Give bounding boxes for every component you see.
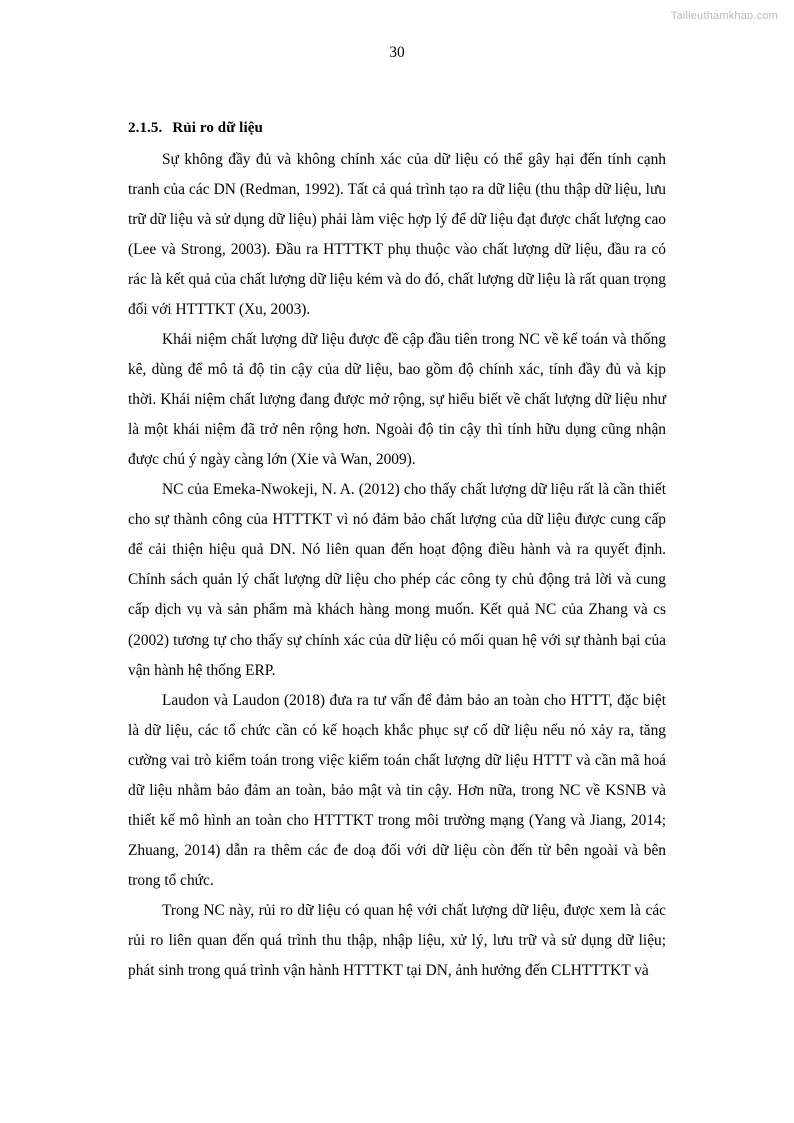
section-heading xyxy=(128,120,666,137)
section-title: Rủi ro dữ liệu xyxy=(172,120,263,136)
paragraph: Khái niệm chất lượng dữ liệu được đề cập đầu tiên trong NC về kế toán và thống kê, dùng để mô tả độ tin cậy của dữ liệu, bao gồm độ chính xác, tính đầy đủ và kịp thời. Khái niệm chất lượng đang được mở rộng, sự hiểu biết về chất lượng dữ liệu như là một khái niệm đã trở nên rộng hơn. Ngoài độ tin cậy thì tính hữu dụng cũng nhận được chú ý ngày càng lớn (Xie và Wan, 2009). xyxy=(128,331,666,469)
paragraph: NC của Emeka-Nwokeji, N. A. (2012) cho thấy chất lượng dữ liệu rất là cần thiết cho sự thành công của HTTTKT vì nó đảm bảo chất lượng của dữ liệu được cung cấp để cải thiện hiệu quả DN. Nó liên quan đến hoạt động điều hành và ra quyết định. Chính sách quản lý chất lượng dữ liệu cho phép các công ty chủ động trả lời và cung cấp dịch vụ và sản phẩm mà khách hàng mong muốn. Kết quả NC của Zhang và cs (2002) tương tự cho thấy sự chính xác của dữ liệu có mối quan hệ với sự thành bại của vận hành hệ thống ERP. xyxy=(128,481,666,679)
paragraph: Laudon và Laudon (2018) đưa ra tư vấn để đảm bảo an toàn cho HTTT, đặc biệt là dữ liệu, các tổ chức cần có kế hoạch khắc phục sự cố dữ liệu nếu nó xảy ra, tăng cường vai trò kiểm toán trong việc kiểm toán chất lượng dữ liệu HTTT và cần mã hoá dữ liệu nhằm bảo đảm an toàn, bảo mật và tin cậy. Hơn nữa, trong NC về KSNB và thiết kế mô hình an toàn cho HTTTKT trong môi trường mạng (Yang và Jiang, 2014; Zhuang, 2014) dẫn ra thêm các đe doạ đối với dữ liệu còn đến từ bên ngoài và bên trong tổ chức. xyxy=(128,691,666,889)
site-watermark: Tailieuthamkhao.com xyxy=(670,10,778,22)
paragraph: Trong NC này, rủi ro dữ liệu có quan hệ với chất lượng dữ liệu, được xem là các rủi ro liên quan đến quá trình thu thập, nhập liệu, xử lý, lưu trữ và sử dụng dữ liệu; phát sinh trong quá trình vận hành HTTTKT tại DN, ảnh hưởng đến CLHTTTKT và xyxy=(128,901,666,979)
paragraph: Sự không đầy đủ và không chính xác của dữ liệu có thể gây hại đến tính cạnh tranh của các DN (Redman, 1992). Tất cả quá trình tạo ra dữ liệu (thu thập dữ liệu, lưu trữ dữ liệu và sử dụng dữ liệu) phải làm việc hợp lý để dữ liệu đạt được chất lượng cao (Lee và Strong, 2003). Đầu ra HTTTKT phụ thuộc vào chất lượng dữ liệu, đầu ra có rác là kết quả của chất lượng dữ liệu kém và do đó, chất lượng dữ liệu là rất quan trọng đối với HTTTKT (Xu, 2003). xyxy=(128,151,666,319)
section-number: 2.1.5. xyxy=(128,120,163,136)
page-content xyxy=(128,120,666,986)
page-number: 30 xyxy=(389,44,405,61)
